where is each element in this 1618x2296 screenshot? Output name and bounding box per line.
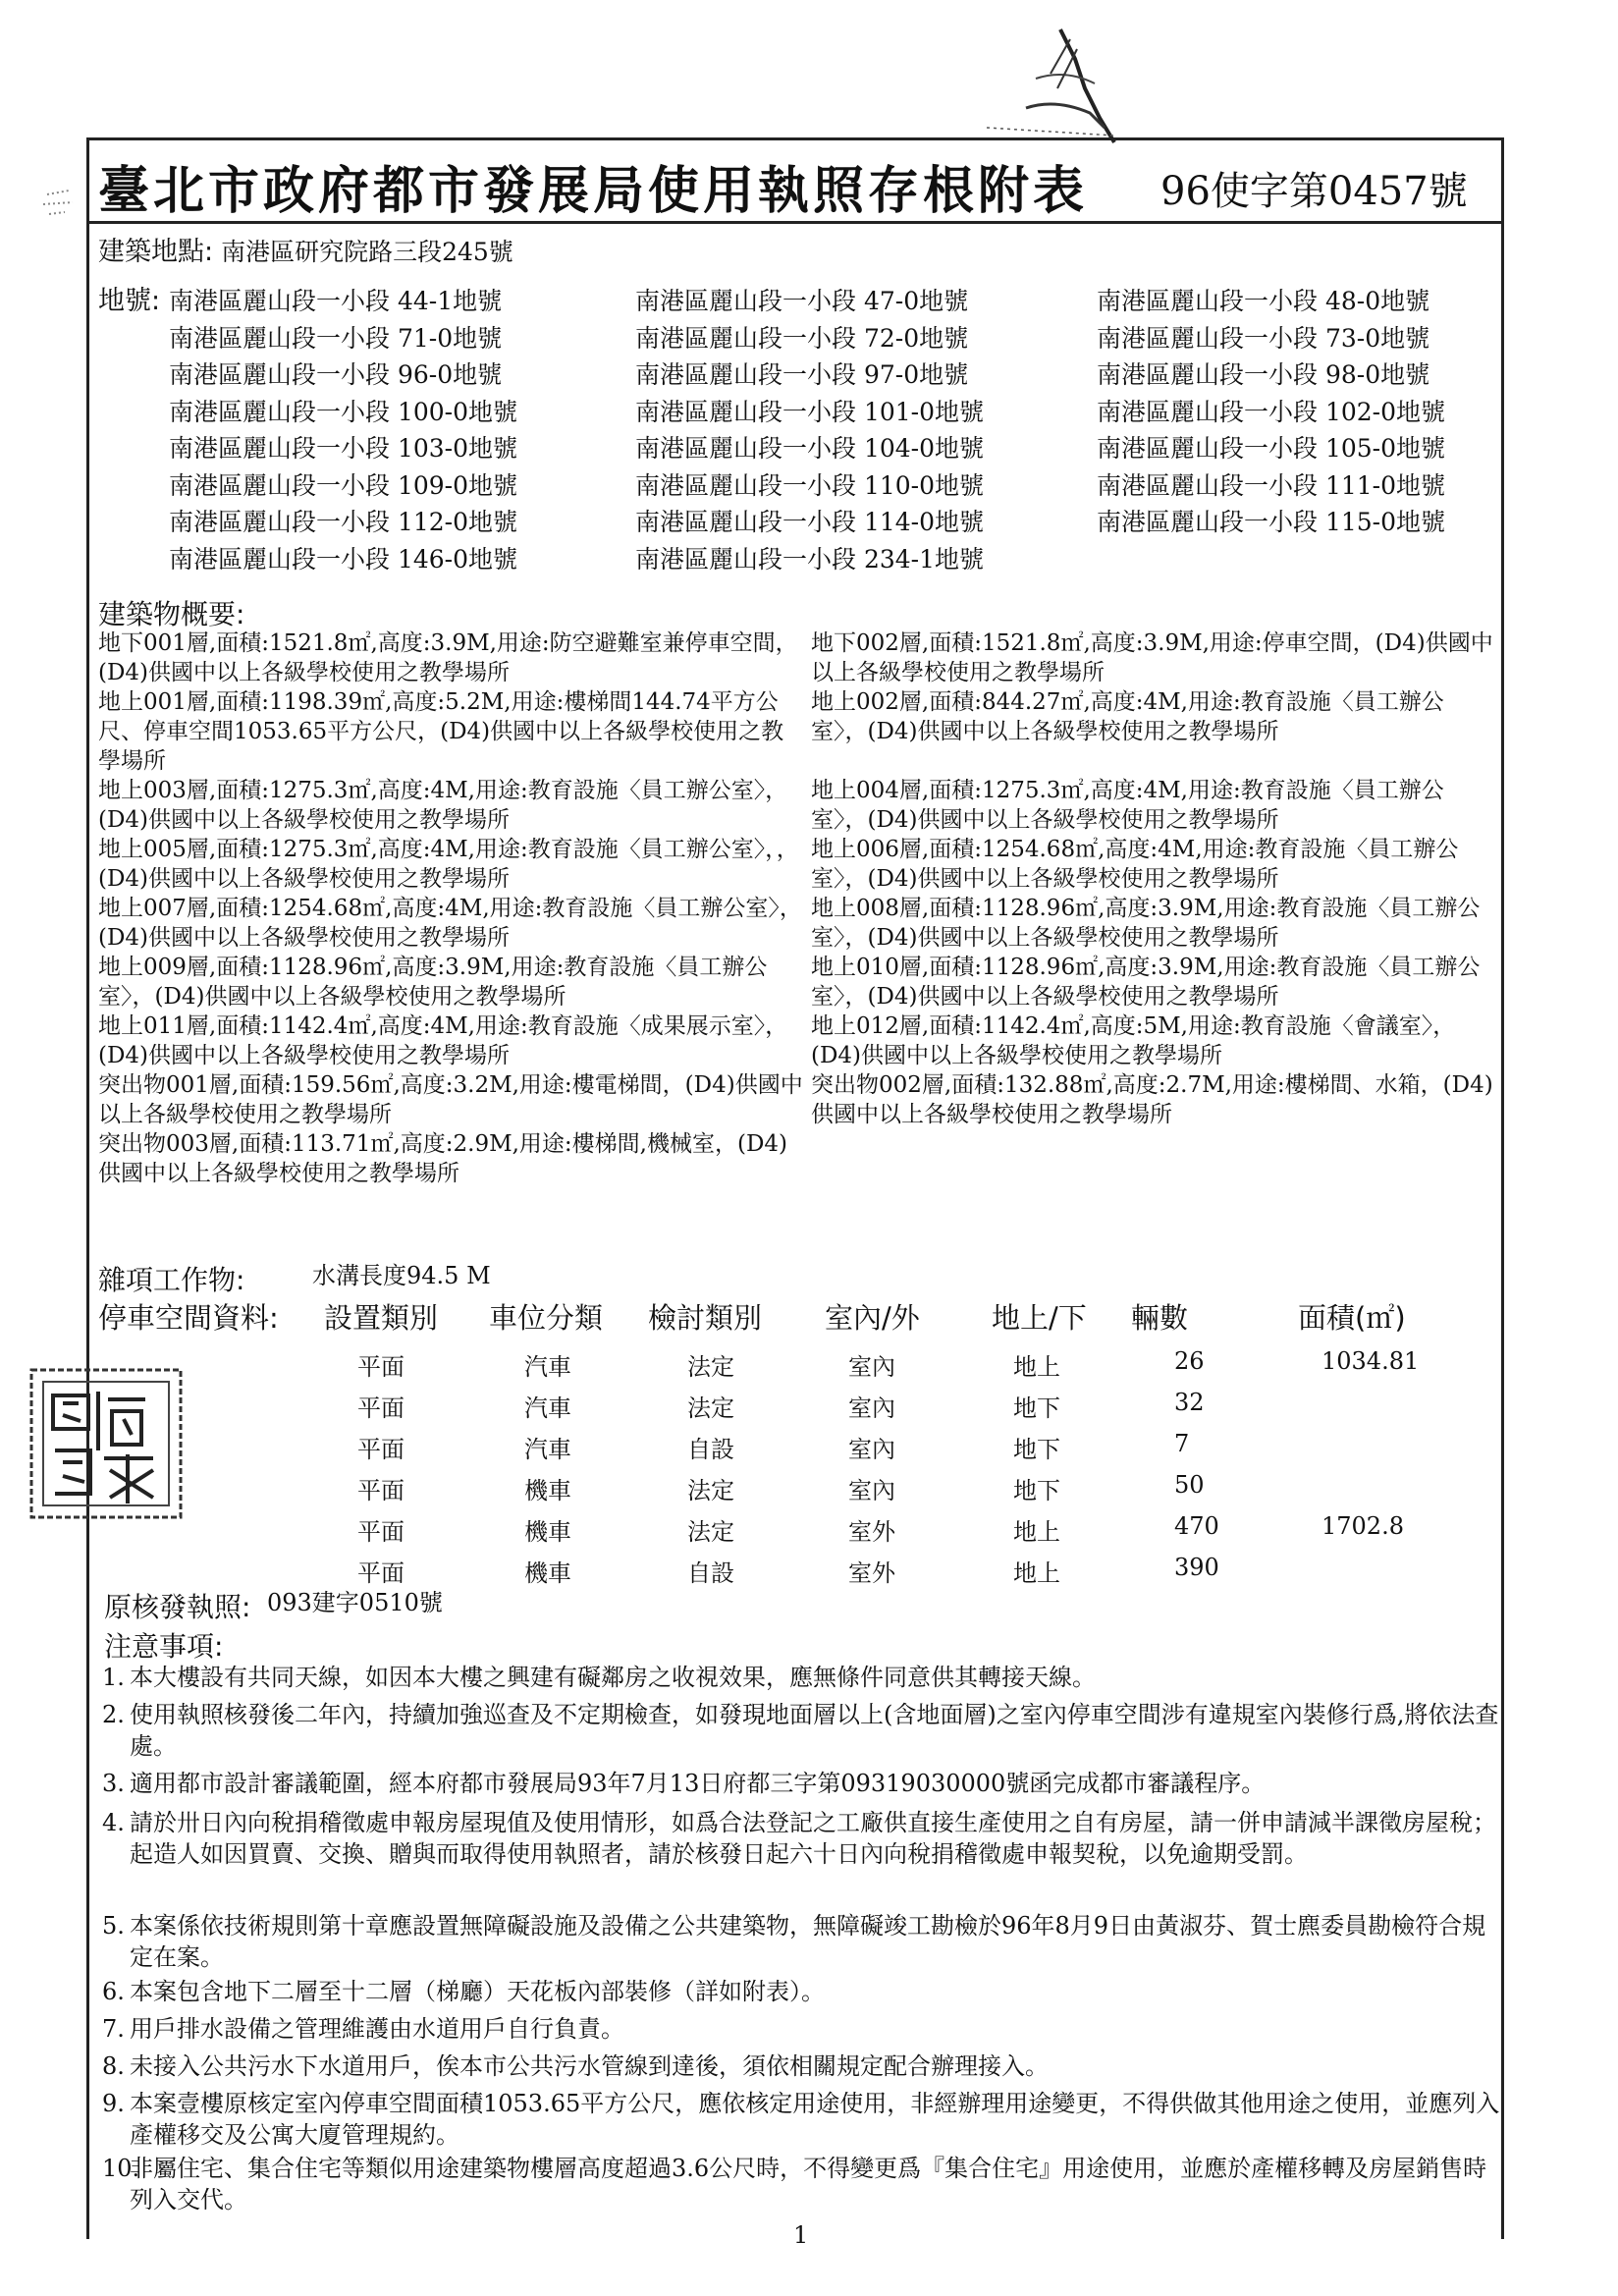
floor-description: 地上010層,面積:1128.96㎡,高度:3.9M,用途:教育設施〈員工辦公室〉，(D4)供國中以上各級學校使用之教學場所 (811, 955, 1481, 1010)
parking-cell: 地上 (1013, 1518, 1060, 1546)
parking-cell: 平面 (357, 1394, 404, 1422)
lot-item: 南港區麗山段一小段 71-0地號 (169, 323, 503, 353)
note-text: 本案包含地下二層至十二層（梯廳）天花板內部裝修（詳如附表）。 (130, 1978, 825, 2005)
original-permit-label: 原核發執照: (104, 1591, 251, 1623)
floor-description: 地上008層,面積:1128.96㎡,高度:3.9M,用途:教育設施〈員工辦公室〉，(D4)供國中以上各級學校使用之教學場所 (811, 896, 1481, 951)
note-text: 使用執照核發後二年內，持續加強巡查及不定期檢查，如發現地面層以上(含地面層)之室內停車空間涉有違規室內裝修行爲,將依法查處。 (130, 1701, 1499, 1760)
note-number: 6. (102, 1978, 125, 2005)
floor-description: 地上005層,面積:1275.3㎡,高度:4M,用途:教育設施〈員工辦公室〉，，(D4)供國中以上各級學校使用之教學場所 (98, 837, 799, 892)
lot-item: 南港區麗山段一小段 73-0地號 (1097, 323, 1430, 353)
floor-description: 地上003層,面積:1275.3㎡,高度:4M,用途:教育設施〈員工辦公室〉，(D4)供國中以上各級學校使用之教學場所 (98, 778, 788, 833)
parking-cell: 26 (1174, 1347, 1205, 1375)
floor-description: 地下002層,面積:1521.8㎡,高度:3.9M,用途:停車空間，(D4)供國中以上各級學校使用之教學場所 (811, 630, 1493, 685)
parking-cell: 室內 (848, 1394, 895, 1422)
lot-item: 南港區麗山段一小段 96-0地號 (169, 360, 503, 389)
floor-description: 地上011層,面積:1142.4㎡,高度:4M,用途:教育設施〈成果展示室〉，(D4)供國中以上各級學校使用之教學場所 (98, 1013, 788, 1068)
parking-cell: 室外 (848, 1518, 895, 1546)
lot-item: 南港區麗山段一小段 72-0地號 (635, 323, 969, 353)
parking-cell: 平面 (357, 1353, 404, 1381)
note-number: 4. (102, 1809, 125, 1836)
address-row (98, 238, 513, 267)
parking-cell: 地上 (1013, 1559, 1060, 1587)
note-number: 7. (102, 2015, 125, 2043)
parking-cell: 機車 (524, 1559, 571, 1587)
notes-label: 注意事項: (104, 1630, 224, 1663)
parking-cell: 平面 (357, 1518, 404, 1546)
note-number: 5. (102, 1912, 125, 1940)
lot-item: 南港區麗山段一小段 234-1地號 (635, 544, 985, 574)
parking-header: 設置類別 (324, 1301, 439, 1335)
parking-cell: 1702.8 (1321, 1512, 1404, 1540)
parking-cell: 地下 (1013, 1436, 1060, 1463)
note-item (102, 1910, 1504, 1973)
parking-cell: 室外 (848, 1559, 895, 1587)
floor-description: 地上006層,面積:1254.68㎡,高度:4M,用途:教育設施〈員工辦公室〉，(D4)供國中以上各級學校使用之教學場所 (811, 837, 1459, 892)
lot-item: 南港區麗山段一小段 44-1地號 (169, 287, 503, 315)
floor-description: 地上004層,面積:1275.3㎡,高度:4M,用途:教育設施〈員工辦公室〉，(D4)供國中以上各級學校使用之教學場所 (811, 778, 1444, 833)
lot-item: 南港區麗山段一小段 101-0地號 (635, 397, 985, 426)
lot-item: 南港區麗山段一小段 105-0地號 (1097, 434, 1446, 463)
floor-description: 地下001層,面積:1521.8㎡,高度:3.9M,用途:防空避難室兼停車空間，(D4)供國中以上各級學校使用之教學場所 (98, 630, 798, 685)
address-label: 建築地點: (98, 237, 214, 267)
floor-description: 地上009層,面積:1128.96㎡,高度:3.9M,用途:教育設施〈員工辦公室〉，(D4)供國中以上各級學校使用之教學場所 (98, 955, 768, 1010)
lot-item: 南港區麗山段一小段 47-0地號 (635, 287, 969, 315)
lot-item: 南港區麗山段一小段 104-0地號 (635, 434, 985, 463)
parking-cell: 7 (1174, 1430, 1190, 1457)
handwritten-mark (967, 20, 1124, 147)
floor-description: 突出物002層,面積:132.88㎡,高度:2.7M,用途:樓梯間、水箱，(D4)供國中以上各級學校使用之教學場所 (811, 1072, 1493, 1127)
note-item (102, 1768, 1504, 1799)
floor-description: 地上001層,面積:1198.39㎡,高度:5.2M,用途:樓梯間144.74平方公尺、停車空間1053.65平方公尺，(D4)供國中以上各級學校使用之教學場所 (98, 689, 784, 774)
note-text: 本大樓設有共同天線，如因本大樓之興建有礙鄰房之收視效果，應無條件同意供其轉接天線。 (130, 1664, 1096, 1691)
parking-cell: 地下 (1013, 1477, 1060, 1504)
floor-description: 突出物003層,面積:113.71㎡,高度:2.9M,用途:樓梯間,機械室，(D4)供國中以上各級學校使用之教學場所 (98, 1131, 788, 1186)
parking-cell: 自設 (687, 1559, 734, 1587)
parking-header: 輛數 (1131, 1301, 1189, 1335)
note-number: 8. (102, 2052, 125, 2080)
parking-cell: 470 (1174, 1512, 1219, 1540)
note-item (102, 1807, 1504, 1870)
original-permit-value: 093建字0510號 (267, 1589, 443, 1616)
note-item (102, 2050, 1504, 2082)
lot-item: 南港區麗山段一小段 109-0地號 (169, 470, 518, 500)
parking-cell: 平面 (357, 1436, 404, 1463)
misc-works-label: 雜項工作物: (98, 1264, 245, 1296)
parking-header: 室內/外 (825, 1301, 920, 1335)
building-summary-label: 建築物概要: (98, 598, 245, 630)
parking-label: 停車空間資料: (98, 1301, 279, 1335)
floor-description: 地上002層,面積:844.27㎡,高度:4M,用途:教育設施〈員工辦公室〉，(D4)供國中以上各級學校使用之教學場所 (811, 689, 1444, 744)
parking-cell: 32 (1174, 1389, 1205, 1416)
parking-cell: 室內 (848, 1353, 895, 1381)
lot-item: 南港區麗山段一小段 103-0地號 (169, 434, 518, 463)
note-text: 非屬住宅、集合住宅等類似用途建築物樓層高度超過3.6公尺時，不得變更爲『集合住宅』用途使用，並應於產權移轉及房屋銷售時列入交代。 (130, 2155, 1487, 2214)
lot-label: 地號: (98, 286, 161, 316)
parking-cell: 法定 (687, 1353, 734, 1381)
note-item (102, 1699, 1504, 1762)
lot-item: 南港區麗山段一小段 48-0地號 (1097, 287, 1430, 315)
permit-number: 96使字第0457號 (1160, 169, 1468, 214)
lot-item: 南港區麗山段一小段 98-0地號 (1097, 360, 1430, 389)
parking-cell: 50 (1174, 1471, 1205, 1499)
note-text: 適用都市設計審議範圍，經本府都市發展局93年7月13日府都三字第09319030000號函完成都市審議程序。 (130, 1770, 1266, 1797)
document-title: 臺北市政府都市發展局使用執照存根附表 (98, 161, 1089, 221)
note-text: 本案係依技術規則第十章應設置無障礙設施及設備之公共建築物，無障礙竣工勘檢於96年8月9日由黃淑芬、賀士麃委員勘檢符合規定在案。 (130, 1912, 1486, 1971)
parking-cell: 自設 (687, 1436, 734, 1463)
floor-description: 地上012層,面積:1142.4㎡,高度:5M,用途:教育設施〈會議室〉，(D4)供國中以上各級學校使用之教學場所 (811, 1013, 1456, 1068)
parking-cell: 室內 (848, 1436, 895, 1463)
parking-cell: 390 (1174, 1554, 1219, 1581)
lot-item: 南港區麗山段一小段 115-0地號 (1097, 508, 1446, 536)
lot-item: 南港區麗山段一小段 110-0地號 (635, 470, 985, 500)
parking-cell: 機車 (524, 1477, 571, 1504)
parking-cell: 地上 (1013, 1353, 1060, 1381)
parking-cell: 法定 (687, 1394, 734, 1422)
note-number: 10. (102, 2155, 140, 2182)
note-number: 9. (102, 2090, 125, 2117)
lot-item: 南港區麗山段一小段 112-0地號 (169, 508, 518, 536)
parking-header: 面積(㎡) (1298, 1301, 1406, 1335)
scan-mark (39, 185, 82, 224)
lot-item: 南港區麗山段一小段 97-0地號 (635, 360, 969, 389)
note-item (102, 2088, 1504, 2151)
note-number: 1. (102, 1664, 125, 1691)
parking-header: 檢討類別 (648, 1301, 763, 1335)
note-item (102, 2013, 1504, 2045)
parking-cell: 平面 (357, 1559, 404, 1587)
parking-header: 車位分類 (489, 1301, 604, 1335)
parking-cell: 法定 (687, 1477, 734, 1504)
lot-item: 南港區麗山段一小段 111-0地號 (1097, 470, 1446, 500)
official-seal (29, 1360, 185, 1529)
floor-description: 地上007層,面積:1254.68㎡,高度:4M,用途:教育設施〈員工辦公室〉，(D4)供國中以上各級學校使用之教學場所 (98, 896, 802, 951)
parking-cell: 機車 (524, 1518, 571, 1546)
parking-cell: 汽車 (524, 1436, 571, 1463)
lot-item: 南港區麗山段一小段 100-0地號 (169, 397, 518, 426)
note-text: 本案壹樓原核定室內停車空間面積1053.65平方公尺，應依核定用途使用，非經辦理用途變更，不得供做其他用途之使用，並應列入產權移交及公寓大廈管理規約。 (130, 2090, 1500, 2149)
page-number: 1 (793, 2221, 809, 2249)
parking-cell: 汽車 (524, 1394, 571, 1422)
note-text: 請於卅日內向稅捐稽徵處申報房屋現值及使用情形，如爲合法登記之工廠供直接生產使用之自有房屋，請一併申請減半課徵房屋稅；起造人如因買賣、交換、贈與而取得使用執照者，請於核發日起六十日內向稅捐稽徵處申報契稅，以免逾期受罰。 (130, 1809, 1496, 1868)
note-text: 未接入公共污水下水道用戶，俟本市公共污水管線到達後，須依相關規定配合辦理接入。 (130, 2052, 1049, 2080)
note-item (102, 2153, 1504, 2215)
note-item (102, 1976, 1504, 2007)
lot-item: 南港區麗山段一小段 146-0地號 (169, 544, 518, 574)
parking-cell: 1034.81 (1321, 1347, 1420, 1375)
note-text: 用戶排水設備之管理維護由水道用戶自行負責。 (130, 2015, 624, 2043)
parking-cell: 平面 (357, 1477, 404, 1504)
address-value: 南港區研究院路三段245號 (221, 238, 513, 266)
parking-cell: 室內 (848, 1477, 895, 1504)
parking-cell: 法定 (687, 1518, 734, 1546)
parking-cell: 汽車 (524, 1353, 571, 1381)
note-number: 3. (102, 1770, 125, 1797)
parking-header: 地上/下 (992, 1301, 1087, 1335)
parking-cell: 地下 (1013, 1394, 1060, 1422)
note-item (102, 1662, 1504, 1693)
misc-works-value: 水溝長度94.5 M (312, 1262, 491, 1289)
lot-item: 南港區麗山段一小段 114-0地號 (635, 508, 985, 536)
note-number: 2. (102, 1701, 125, 1728)
lot-item: 南港區麗山段一小段 102-0地號 (1097, 397, 1446, 426)
floor-description: 突出物001層,面積:159.56㎡,高度:3.2M,用途:樓電梯間，(D4)供國中以上各級學校使用之教學場所 (98, 1072, 803, 1127)
